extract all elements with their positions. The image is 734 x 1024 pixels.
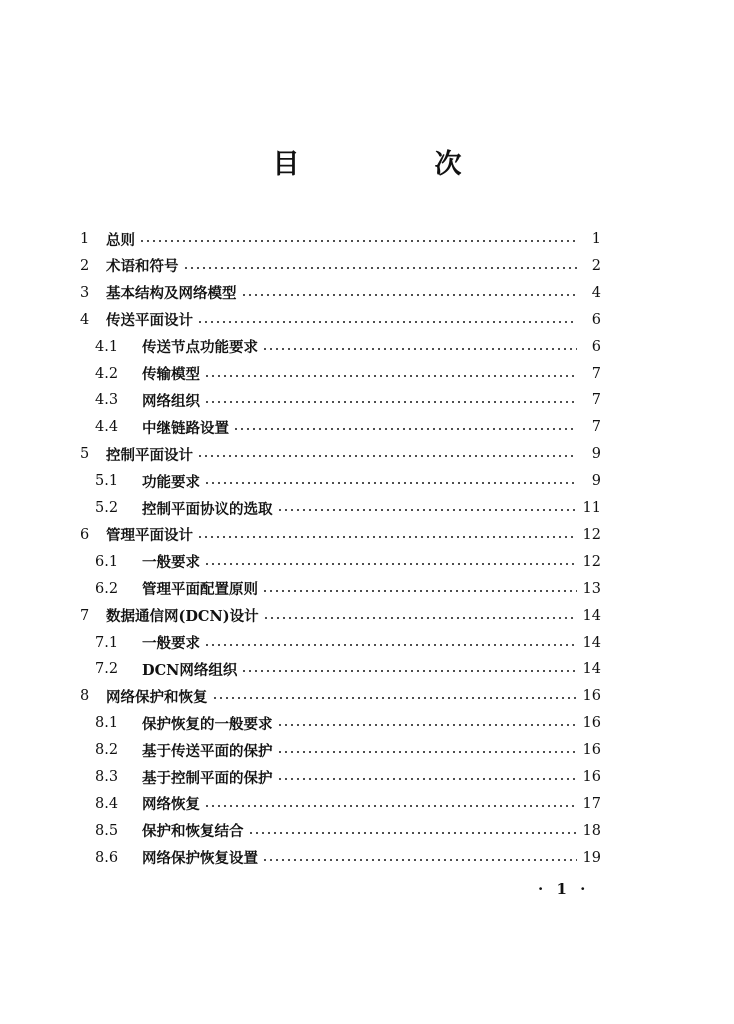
- dot-leader: [277, 778, 580, 780]
- toc-entry-page: 9: [577, 446, 601, 462]
- toc-entry-title: 中继链路设置: [142, 417, 235, 438]
- toc-entry[interactable]: [0, 683, 734, 709]
- toc-entry[interactable]: [0, 630, 734, 656]
- toc-entry-title: DCN网络组织: [142, 659, 243, 680]
- toc-entry-title: 控制平面设计: [106, 444, 199, 465]
- toc-entry[interactable]: [0, 764, 734, 790]
- toc-entry-page: 14: [577, 608, 601, 624]
- toc-entry-number: 7.1: [95, 634, 119, 651]
- toc-entry-number: 1: [80, 231, 90, 247]
- dot-leader: [139, 240, 580, 242]
- toc-entry[interactable]: [0, 791, 734, 817]
- toc-entry[interactable]: [0, 414, 734, 440]
- toc-entry[interactable]: [0, 495, 734, 521]
- dot-leader: [277, 509, 580, 511]
- dot-leader: [197, 455, 580, 457]
- dot-leader: [233, 428, 580, 430]
- toc-entry-page: 12: [577, 554, 601, 570]
- toc-entry-number: 8.1: [95, 715, 119, 732]
- page-number-footer: · 1 ·: [538, 880, 590, 898]
- toc-entry-number: 4.2: [95, 365, 119, 382]
- toc-heading: 目 次: [272, 149, 516, 180]
- toc-entry-number: 7: [80, 607, 90, 624]
- dot-leader: [183, 267, 580, 269]
- toc-entry[interactable]: [0, 334, 734, 360]
- dot-leader: [263, 617, 580, 619]
- dot-leader: [204, 482, 580, 484]
- toc-entry-page: 17: [577, 796, 601, 812]
- toc-entry-number: 4.3: [95, 392, 119, 409]
- toc-entry-title: 一般要求: [142, 632, 206, 653]
- toc-entry-number: 6: [80, 526, 90, 543]
- dot-leader: [204, 644, 580, 646]
- toc-entry-page: 18: [577, 823, 601, 839]
- toc-entry-title: 网络保护恢复设置: [142, 847, 264, 868]
- toc-entry-title: 数据通信网(DCN)设计: [106, 605, 265, 626]
- toc-entry-title: 基于传送平面的保护: [142, 740, 279, 761]
- toc-entry[interactable]: [0, 603, 734, 629]
- dot-leader: [197, 321, 580, 323]
- toc-entry-page: 16: [577, 688, 601, 704]
- dot-leader: [197, 536, 580, 538]
- toc-entry[interactable]: [0, 656, 734, 682]
- dot-leader: [212, 697, 580, 699]
- toc-entry-number: 6.2: [95, 580, 119, 597]
- dot-leader: [262, 590, 580, 592]
- dot-leader: [262, 348, 580, 350]
- toc-entry-number: 4.1: [95, 338, 119, 355]
- toc-entry-title: 管理平面配置原则: [142, 578, 264, 599]
- toc-entry-page: 7: [577, 366, 601, 382]
- toc-entry-title: 传输模型: [142, 363, 206, 384]
- toc-entry-page: 14: [577, 635, 601, 651]
- toc-entry-page: 6: [577, 339, 601, 355]
- toc-entry-page: 13: [577, 581, 601, 597]
- toc-entry-number: 8.5: [95, 822, 119, 839]
- toc-entry[interactable]: [0, 576, 734, 602]
- dot-leader: [204, 563, 580, 565]
- toc-entry-page: 9: [577, 473, 601, 489]
- dot-leader: [204, 805, 580, 807]
- toc-entry[interactable]: [0, 468, 734, 494]
- toc-entry-number: 4: [80, 311, 90, 328]
- toc-entry-title: 总则: [106, 229, 141, 250]
- toc-entry-number: 2: [80, 257, 90, 274]
- toc-entry[interactable]: [0, 818, 734, 844]
- toc-entry[interactable]: [0, 522, 734, 548]
- toc-entry-number: 8.3: [95, 769, 119, 785]
- toc-entry-page: 7: [577, 419, 601, 435]
- dot-leader: [241, 294, 580, 296]
- toc-entry-page: 19: [577, 850, 601, 866]
- toc-entry[interactable]: [0, 441, 734, 467]
- toc-entry-page: 16: [577, 769, 601, 785]
- dot-leader: [204, 401, 580, 403]
- toc-entry-title: 传送平面设计: [106, 309, 199, 330]
- toc-entry[interactable]: [0, 549, 734, 575]
- toc-entry-title: 术语和符号: [106, 255, 185, 276]
- toc-entry-title: 基本结构及网络模型: [106, 282, 243, 303]
- toc-entry-number: 8.4: [95, 795, 119, 812]
- toc-entry-title: 基于控制平面的保护: [142, 767, 279, 788]
- toc-entry-page: 6: [577, 312, 601, 328]
- toc-entry-page: 4: [577, 285, 601, 301]
- dot-leader: [262, 859, 580, 861]
- toc-entry-title: 网络恢复: [142, 793, 206, 814]
- toc-entry[interactable]: [0, 253, 734, 279]
- toc-entry-title: 管理平面设计: [106, 524, 199, 545]
- toc-entry-title: 传送节点功能要求: [142, 336, 264, 357]
- toc-entry-title: 功能要求: [142, 471, 206, 492]
- toc-entry[interactable]: [0, 845, 734, 871]
- toc-entry-title: 一般要求: [142, 551, 206, 572]
- toc-entry-number: 6.1: [95, 553, 119, 570]
- toc-entry-number: 3: [80, 284, 90, 301]
- toc-entry-page: 7: [577, 392, 601, 408]
- toc-entry-number: 5.1: [95, 473, 119, 490]
- toc-entry-title: 保护恢复的一般要求: [142, 713, 279, 734]
- toc-entry[interactable]: [0, 387, 734, 413]
- toc-entry-title: 网络保护和恢复: [106, 686, 214, 707]
- toc-entry-page: 14: [577, 661, 601, 677]
- toc-entry-number: 8: [80, 688, 90, 705]
- toc-entry-title: 保护和恢复结合: [142, 820, 250, 841]
- dot-leader: [277, 751, 580, 753]
- toc-entry-number: 8.6: [95, 849, 119, 866]
- toc-entry-number: 5.2: [95, 500, 119, 516]
- toc-entry-number: 7.2: [95, 661, 119, 678]
- toc-entry-page: 16: [577, 742, 601, 758]
- toc-entry-number: 8.2: [95, 742, 119, 759]
- dot-leader: [241, 670, 580, 672]
- toc-entry-page: 2: [577, 258, 601, 274]
- dot-leader: [248, 832, 580, 834]
- toc-entry[interactable]: [0, 361, 734, 387]
- toc-entry-page: 1: [577, 231, 601, 247]
- toc-entry[interactable]: [0, 307, 734, 333]
- toc-entry[interactable]: [0, 280, 734, 306]
- toc-entry[interactable]: [0, 737, 734, 763]
- toc-entry-page: 12: [577, 527, 601, 543]
- toc-entry-title: 网络组织: [142, 390, 206, 411]
- toc-entry-page: 11: [577, 500, 601, 516]
- toc-entry-title: 控制平面协议的选取: [142, 498, 279, 519]
- dot-leader: [204, 375, 580, 377]
- toc-entry-page: 16: [577, 715, 601, 731]
- toc-entry-number: 4.4: [95, 419, 119, 436]
- toc-entry[interactable]: [0, 226, 734, 252]
- toc-entry[interactable]: [0, 710, 734, 736]
- toc-entry-number: 5: [80, 446, 90, 463]
- dot-leader: [277, 724, 580, 726]
